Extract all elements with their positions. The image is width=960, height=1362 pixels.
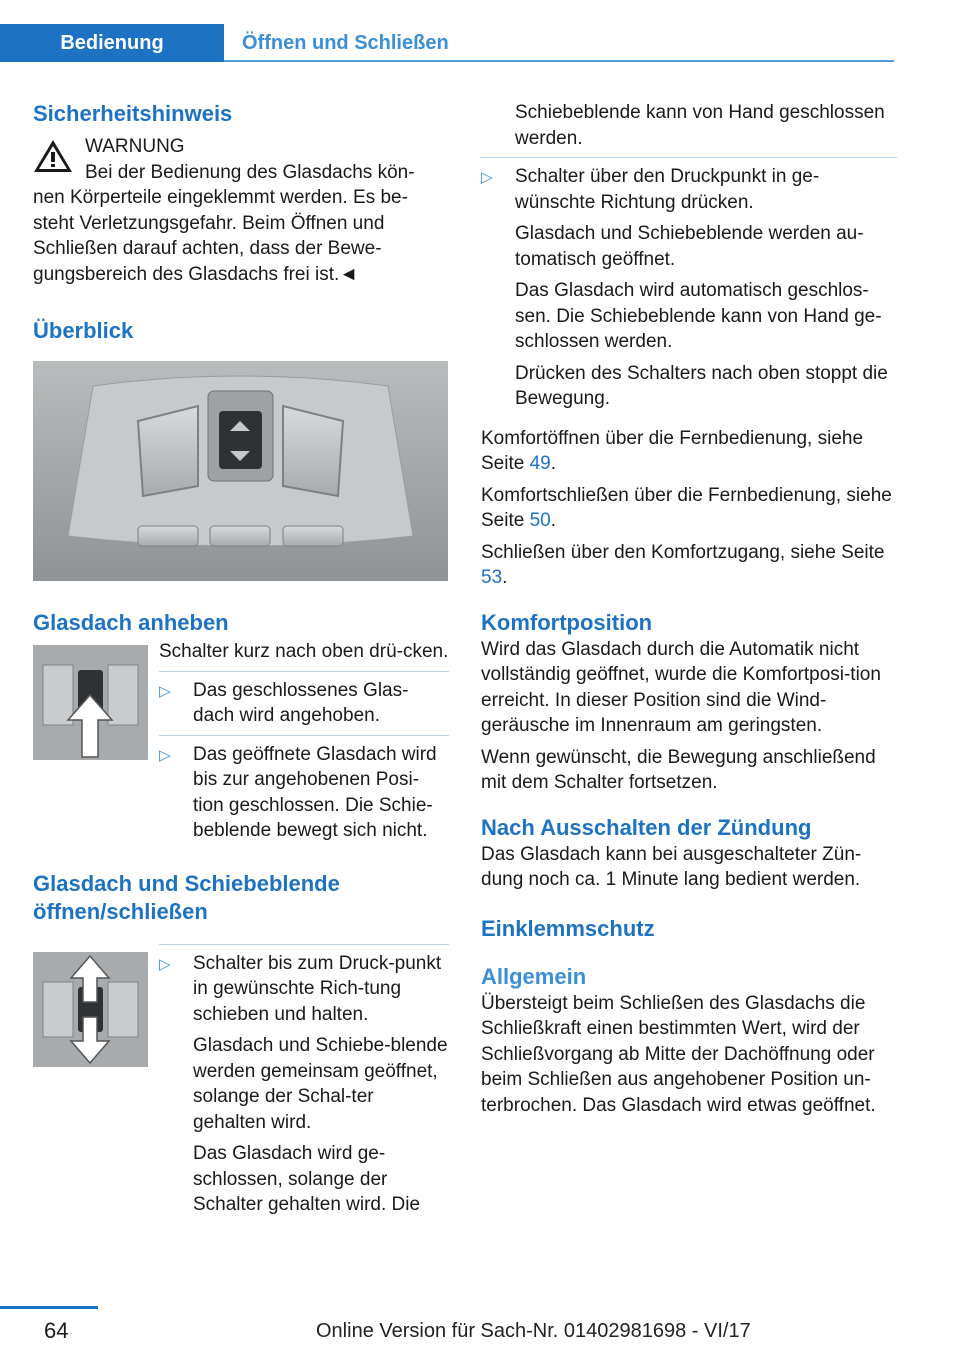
tab-oeffnen-schliessen[interactable]: Öffnen und Schließen xyxy=(242,31,449,54)
separator xyxy=(159,671,449,672)
list-item-text: Drücken des Schalters nach oben stoppt die Bewegung. xyxy=(515,362,888,409)
heading-ueberblick: Überblick xyxy=(33,318,134,343)
page-link-50[interactable]: 50 xyxy=(529,510,551,531)
roof-console-photo xyxy=(33,361,448,581)
switch-updown-thumbnail xyxy=(33,952,148,1067)
allgemein-text: Übersteigt beim Schließen des Glasdachs die Schließkraft einen bestimmten Wert, wird der Schließvorgang ab Mitte der Dachöffnung oder beim Schließen aus angehobener Position un-terbrochen. Das Glasdach wird etwas geöffnet. xyxy=(481,992,876,1116)
header-rule xyxy=(224,60,894,62)
komfortposition-text2: Wenn gewünscht, die Bewegung anschließend mit dem Schalter fortsetzen. xyxy=(481,746,876,793)
triangle-bullet-icon: ▷ xyxy=(159,746,171,764)
page-header xyxy=(0,0,960,62)
warning-box xyxy=(33,134,449,287)
warning-title: WARNUNG xyxy=(85,136,185,157)
triangle-bullet-icon: ▷ xyxy=(159,955,171,973)
list-item xyxy=(159,742,449,844)
warning-icon xyxy=(33,138,73,174)
remote-close-text: Komfortschließen über die Fernbedienung, siehe Seite 50. xyxy=(481,484,892,531)
triangle-bullet-icon: ▷ xyxy=(159,682,171,700)
raise-section xyxy=(33,639,449,844)
left-column xyxy=(33,100,449,1218)
heading-einklemmschutz: Einklemmschutz xyxy=(481,915,655,941)
footer-rule xyxy=(0,1306,98,1309)
list-item-text: Das geöffnete Glasdach wird bis zur angehobenen Posi-tion geschlossen. Die Schie-beblende bewegt sich nicht. xyxy=(193,743,437,841)
page-link-53[interactable]: 53 xyxy=(481,567,503,588)
list-item xyxy=(481,100,897,151)
switch-up-thumbnail xyxy=(33,645,148,760)
list-item-text: Schiebeblende kann von Hand geschlossen werden. xyxy=(515,102,885,149)
list-item-text: Das Glasdach wird ge-schlossen, solange der Schalter gehalten wird. Die xyxy=(193,1143,421,1215)
page-number: 64 xyxy=(44,1318,69,1343)
list-item-text: Das Glasdach wird automatisch geschlos-sen. Die Schiebeblende kann von Hand ge-schlossen werden. xyxy=(515,280,882,352)
heading-allgemein: Allgemein xyxy=(481,963,587,989)
openclose-section xyxy=(33,944,449,1218)
comfort-access-text: Schließen über den Komfortzugang, siehe Seite 53. xyxy=(481,541,885,588)
heading-komfortposition: Komfortposition xyxy=(481,609,653,635)
heading-glasdach-schiebeblende: Glasdach und Schiebeblende öffnen/schließen xyxy=(33,870,340,924)
raise-intro: Schalter kurz nach oben drü-cken. xyxy=(159,641,449,662)
list-item-text: Das geschlossenes Glas-dach wird angehoben. xyxy=(193,679,409,726)
zuendung-text: Das Glasdach kann bei ausgeschalteter Zün-dung noch ca. 1 Minute lang bedient werden. xyxy=(481,843,862,890)
list-item xyxy=(481,164,897,412)
tab-bedienung[interactable]: Bedienung xyxy=(0,24,224,62)
heading-glasdach-anheben: Glasdach anheben xyxy=(33,610,229,635)
separator xyxy=(159,735,449,736)
komfortposition-text: Wird das Glasdach durch die Automatik nicht vollständig geöffnet, wurde die Komfortposi-tion erreicht. In dieser Position sind die Wind-geräusche im Innenraum am geringsten. xyxy=(481,638,881,736)
list-item-text: Schalter bis zum Druck-punkt in gewünschte Rich-tung schieben und halten. xyxy=(193,952,442,1025)
warning-text: nen Körperteile eingeklemmt werden. Es be-steht Verletzungsgefahr. Beim Öffnen und Schließen darauf achten, dass der Bewe-gungsbereich des Glasdachs frei ist.◄ xyxy=(33,187,408,285)
right-column xyxy=(481,100,897,1118)
remote-open-text: Komfortöffnen über die Fernbedienung, siehe Seite 49. xyxy=(481,427,864,474)
triangle-bullet-icon: ▷ xyxy=(481,169,493,186)
list-item-text: Glasdach und Schiebeblende werden au-tomatisch geöffnet. xyxy=(515,223,864,270)
heading-zuendung: Nach Ausschalten der Zündung xyxy=(481,814,812,840)
list-item xyxy=(159,678,449,729)
list-item xyxy=(159,951,449,1218)
list-item-text: Schalter über den Druckpunkt in ge-wünschte Richtung drücken. xyxy=(515,166,820,213)
separator xyxy=(159,944,449,945)
separator xyxy=(481,157,897,158)
page-link-49[interactable]: 49 xyxy=(529,453,551,474)
heading-sicherheitshinweis: Sicherheitshinweis xyxy=(33,101,233,126)
list-item-text: Glasdach und Schiebe-blende werden gemeinsam geöffnet, solange der Schal-ter gehalten wird. xyxy=(193,1035,448,1133)
warning-text-line1: Bei der Bedienung des Glasdachs kön- xyxy=(85,161,415,183)
online-version-text: Online Version für Sach-Nr. 01402981698 - VI/17 xyxy=(316,1320,751,1342)
